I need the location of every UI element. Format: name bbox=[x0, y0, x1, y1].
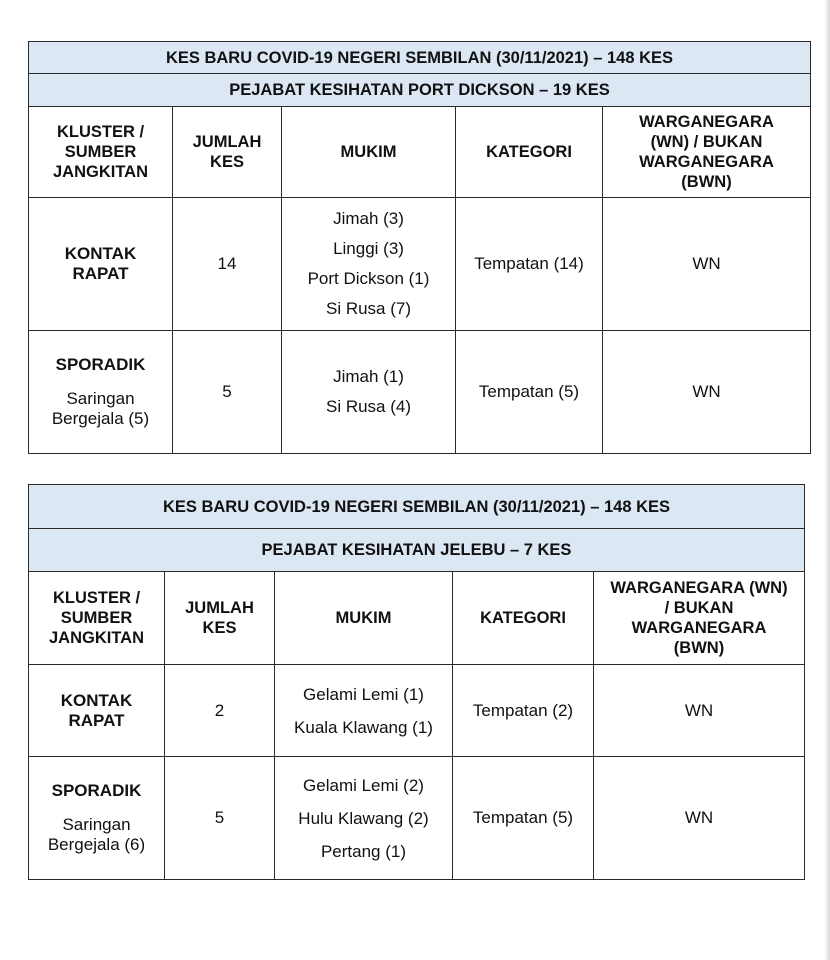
warga-cell: WN bbox=[603, 198, 811, 331]
mukim-cell: Gelami Lemi (2) Hulu Klawang (2) Pertang (1) bbox=[275, 757, 453, 880]
kluster-cell: KONTAK RAPAT bbox=[29, 198, 173, 331]
office-title: PEJABAT KESIHATAN JELEBU – 7 KES bbox=[29, 529, 805, 572]
kluster-cell: SPORADIK Saringan Bergejala (5) bbox=[29, 331, 173, 454]
header-row bbox=[29, 572, 805, 665]
header-kluster: KLUSTER / SUMBER JANGKITAN bbox=[29, 107, 173, 198]
office-title: PEJABAT KESIHATAN PORT DICKSON – 19 KES bbox=[29, 74, 811, 107]
table-row bbox=[29, 331, 811, 454]
warga-cell: WN bbox=[603, 331, 811, 454]
kategori-cell: Tempatan (5) bbox=[453, 757, 594, 880]
header-kategori: KATEGORI bbox=[456, 107, 603, 198]
jumlah-cell: 5 bbox=[165, 757, 275, 880]
header-warga: WARGANEGARA (WN) / BUKAN WARGANEGARA (BWN) bbox=[594, 572, 805, 665]
warga-cell: WN bbox=[594, 665, 805, 757]
report-title: KES BARU COVID-19 NEGERI SEMBILAN (30/11/2021) – 148 KES bbox=[29, 42, 811, 74]
table-row bbox=[29, 757, 805, 880]
jumlah-cell: 5 bbox=[173, 331, 282, 454]
mukim-cell: Jimah (3) Linggi (3) Port Dickson (1) Si Rusa (7) bbox=[282, 198, 456, 331]
warga-cell: WN bbox=[594, 757, 805, 880]
kategori-cell: Tempatan (14) bbox=[456, 198, 603, 331]
report-title: KES BARU COVID-19 NEGERI SEMBILAN (30/11/2021) – 148 KES bbox=[29, 485, 805, 529]
header-row bbox=[29, 107, 811, 198]
kluster-cell: SPORADIK Saringan Bergejala (6) bbox=[29, 757, 165, 880]
page-edge-shadow bbox=[824, 0, 830, 960]
kategori-cell: Tempatan (2) bbox=[453, 665, 594, 757]
kluster-cell: KONTAK RAPAT bbox=[29, 665, 165, 757]
header-mukim: MUKIM bbox=[275, 572, 453, 665]
mukim-cell: Gelami Lemi (1) Kuala Klawang (1) bbox=[275, 665, 453, 757]
header-jumlah: JUMLAH KES bbox=[165, 572, 275, 665]
header-kluster: KLUSTER / SUMBER JANGKITAN bbox=[29, 572, 165, 665]
jelebu-table bbox=[28, 484, 805, 880]
table-row bbox=[29, 665, 805, 757]
jumlah-cell: 2 bbox=[165, 665, 275, 757]
header-mukim: MUKIM bbox=[282, 107, 456, 198]
jumlah-cell: 14 bbox=[173, 198, 282, 331]
kategori-cell: Tempatan (5) bbox=[456, 331, 603, 454]
mukim-cell: Jimah (1) Si Rusa (4) bbox=[282, 331, 456, 454]
port-dickson-table bbox=[28, 41, 811, 454]
header-warga: WARGANEGARA (WN) / BUKAN WARGANEGARA (BWN) bbox=[603, 107, 811, 198]
table-row bbox=[29, 198, 811, 331]
header-jumlah: JUMLAH KES bbox=[173, 107, 282, 198]
header-kategori: KATEGORI bbox=[453, 572, 594, 665]
